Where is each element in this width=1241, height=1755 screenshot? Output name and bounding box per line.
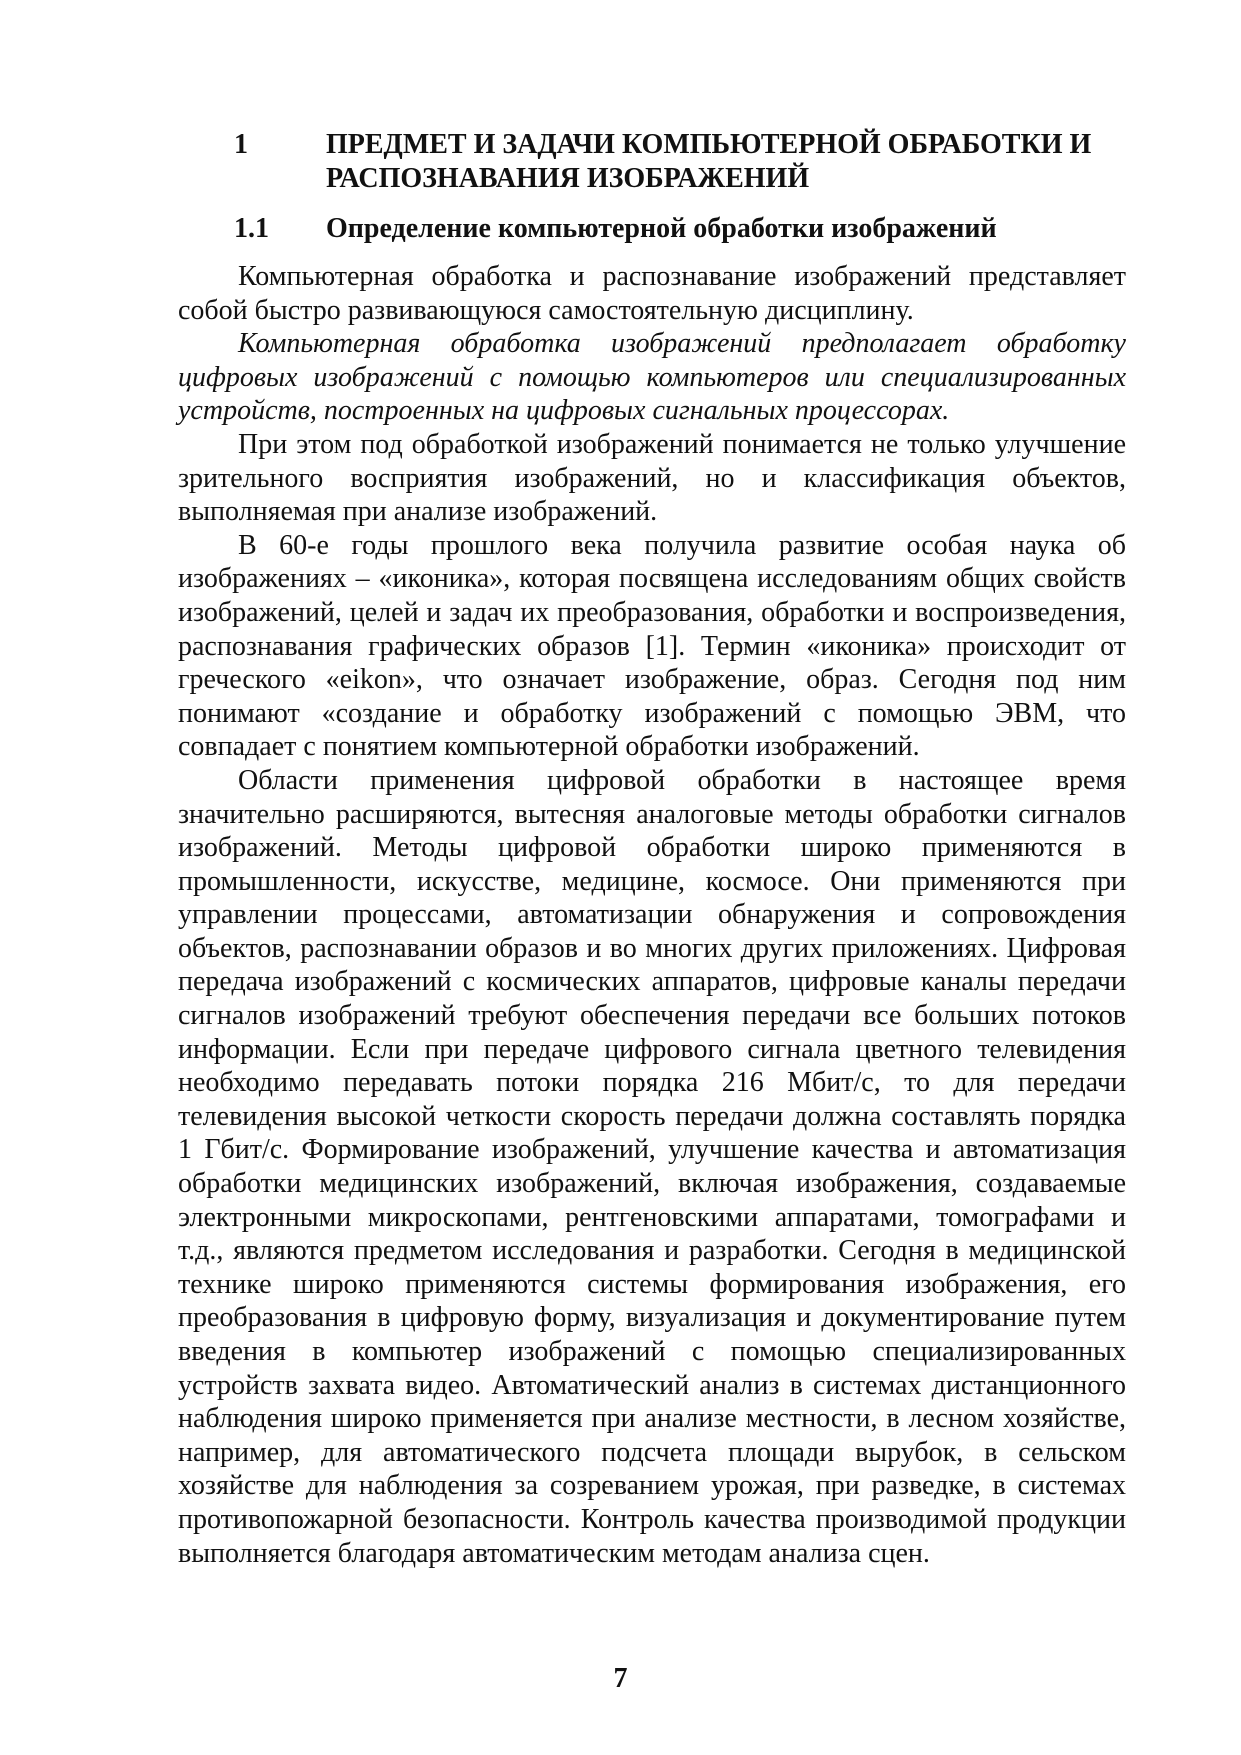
paragraph-iconics: В 60-е годы прошлого века получила развитие особая наука об изображениях – «иконика», которая посвящена исследованиям общих свойств изображений, целей и задач их преобразования, обработки и воспроизведения, распознавания графических образов [1]. Термин «иконика» происходит от греческого «eikon», что означает изображение, образ. Сегодня под ним понимают «создание и обработку изображений с помощью ЭВМ, что совпадает с понятием компьютерной обработки изображений. xyxy=(178,529,1126,763)
section-heading xyxy=(178,212,1126,246)
chapter-number: 1 xyxy=(234,129,248,160)
chapter-heading xyxy=(178,128,1126,196)
paragraph-scope: При этом под обработкой изображений понимается не только улучшение зрительного восприятия изображений, но и классификация объектов, выполняемая при анализе изображений. xyxy=(178,428,1126,528)
section-number: 1.1 xyxy=(234,213,269,244)
paragraph-applications: Области применения цифровой обработки в настоящее время значительно расширяются, вытесняя аналоговые методы обработки сигналов изображений. Методы цифровой обработки широко применяются в промышленности, искусстве, медицине, космосе. Они применяются при управлении процессами, автоматизации обнаружения и сопровождения объектов, распознавании образов и во многих других приложениях. Цифровая передача изображений с космических аппаратов, цифровые каналы передачи сигналов изображений требуют обеспечения передачи все больших потоков информации. Если при передаче цифрового сигнала цветного телевидения необходимо передавать потоки порядка 216 Мбит/с, то для передачи телевидения высокой четкости скорость передачи должна составлять порядка 1 Гбит/с. Формирование изображений, улучшение качества и автоматизация обработки медицинских изображений, включая изображения, создаваемые электронными микроскопами, рентгеновскими аппаратами, томографами и т.д., являются предметом исследования и разработки. Сегодня в медицинской технике широко применяются системы формирования изображения, его преобразования в цифровую форму, визуализация и документирование путем введения в компьютер изображений с помощью специализированных устройств захвата видео. Автоматический анализ в системах дистанционного наблюдения широко применяется при анализе местности, в лесном хозяйстве, например, для автоматического подсчета площади вырубок, в сельском хозяйстве для наблюдения за созреванием урожая, при разведке, в системах противопожарной безопасности. Контроль качества производимой продукции выполняется благодаря автоматическим методам анализа сцен. xyxy=(178,764,1126,1569)
section-title: Определение компьютерной обработки изображений xyxy=(326,213,997,244)
chapter-title: ПРЕДМЕТ И ЗАДАЧИ КОМПЬЮТЕРНОЙ ОБРАБОТКИ И РАСПОЗНАВАНИЯ ИЗОБРАЖЕНИЙ xyxy=(326,129,1092,194)
paragraph-intro: Компьютерная обработка и распознавание изображений представляет собой быстро развивающуюся самостоятельную дисциплину. xyxy=(178,261,1126,326)
page-content xyxy=(178,128,1126,1570)
page-number: 7 xyxy=(613,1663,628,1694)
paragraph-definition: Компьютерная обработка изображений предполагает обработку цифровых изображений с помощью компьютеров или специализированных устройств, построенных на цифровых сигнальных процессорах. xyxy=(178,328,1126,427)
